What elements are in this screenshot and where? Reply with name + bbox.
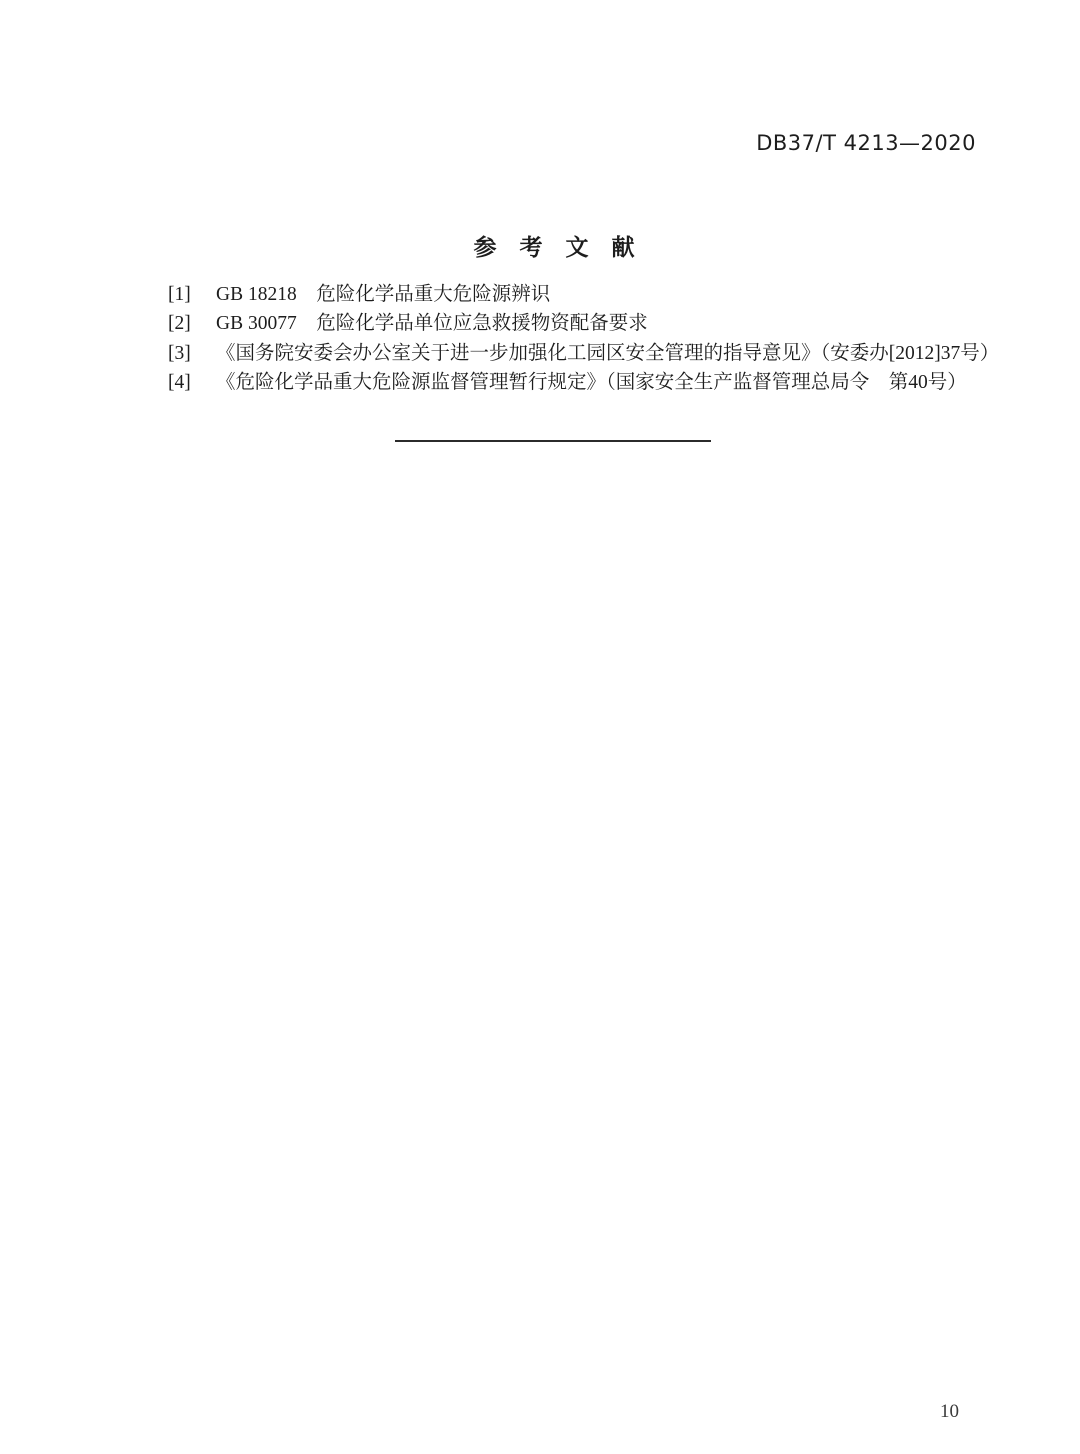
- reference-list: [168, 280, 1048, 398]
- reference-text: GB 30077 危险化学品单位应急救援物资配备要求: [216, 313, 648, 335]
- page-title: 参 考 文 献: [473, 234, 635, 260]
- reference-text: 《危险化学品重大危险源监督管理暂行规定》（国家安全生产监督管理总局令 第40号）: [216, 372, 967, 394]
- reference-item: [168, 309, 1048, 338]
- reference-item: [168, 368, 1048, 397]
- reference-text: GB 18218 危险化学品重大危险源辨识: [216, 284, 551, 305]
- standard-number: DB37/T 4213—2020: [756, 131, 976, 155]
- reference-number: [2]: [168, 313, 191, 335]
- reference-number: [1]: [168, 284, 191, 305]
- reference-item: [168, 339, 1048, 368]
- reference-number: [3]: [168, 342, 191, 364]
- reference-text: 《国务院安委会办公室关于进一步加强化工园区安全管理的指导意见》（安委办[2012]37号）: [216, 342, 1000, 364]
- reference-number: [4]: [168, 372, 191, 394]
- reference-item: [168, 280, 1048, 309]
- page-number: 10: [940, 1401, 959, 1422]
- end-of-document-rule: [395, 440, 711, 442]
